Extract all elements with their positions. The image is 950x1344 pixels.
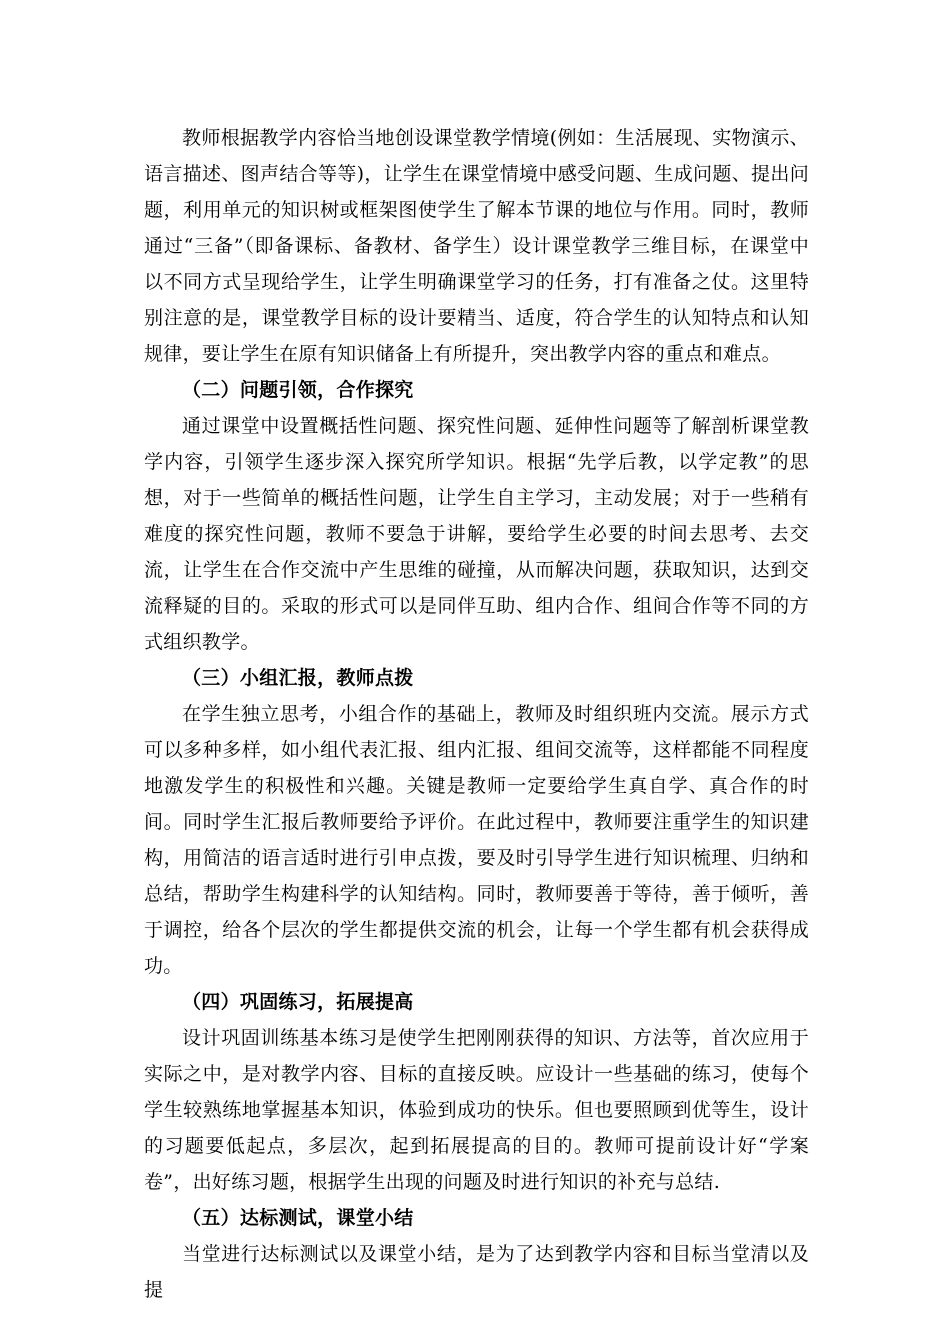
body-paragraph: 设计巩固训练基本练习是使学生把刚刚获得的知识、方法等，首次应用于实际之中，是对教学内容、目标的直接反映。应设计一些基础的练习，使每个学生较熟练地掌握基本知识，体验到成功的快乐。但也要照顾到优等生，设计的习题要低起点，多层次，起到拓展提高的目的。教师可提前设计好“学案卷”，出好练习题，根据学生出现的问题及时进行知识的补充与总结. [144, 1027, 809, 1193]
section-heading: （五）达标测试，课堂小结 [182, 1207, 414, 1229]
body-paragraph: 当堂进行达标测试以及课堂小结，是为了达到教学内容和目标当堂清以及提 [144, 1243, 809, 1301]
section-heading: （四）巩固练习，拓展提高 [182, 991, 414, 1013]
body-paragraph: 教师根据教学内容恰当地创设课堂教学情境(例如：生活展现、实物演示、语言描述、图声结合等等)，让学生在课堂情境中感受问题、生成问题、提出问题，利用单元的知识树或框架图使学生了解本节课的地位与作用。同时，教师通过“三备”（即备课标、备教材、备学生）设计课堂教学三维目标，在课堂中以不同方式呈现给学生，让学生明确课堂学习的任务，打有准备之仗。这里特别注意的是，课堂教学目标的设计要精当、适度，符合学生的认知特点和认知规律，要让学生在原有知识储备上有所提升，突出教学内容的重点和难点。 [144, 127, 809, 365]
section-heading: （二）问题引领，合作探究 [182, 379, 414, 401]
section-heading: （三）小组汇报，教师点拨 [182, 667, 414, 689]
body-paragraph: 通过课堂中设置概括性问题、探究性问题、延伸性问题等了解剖析课堂教学内容，引领学生逐步深入探究所学知识。根据“先学后教，以学定教”的思想，对于一些简单的概括性问题，让学生自主学习，主动发展；对于一些稍有难度的探究性问题，教师不要急于讲解，要给学生必要的时间去思考、去交流，让学生在合作交流中产生思维的碰撞，从而解决问题，获取知识，达到交流释疑的目的。采取的形式可以是同伴互助、组内合作、组间合作等不同的方式组织教学。 [144, 415, 809, 653]
document-page [144, 120, 809, 1308]
body-paragraph: 在学生独立思考，小组合作的基础上，教师及时组织班内交流。展示方式可以多种多样，如小组代表汇报、组内汇报、组间交流等，这样都能不同程度地激发学生的积极性和兴趣。关键是教师一定要给学生真自学、真合作的时间。同时学生汇报后教师要给予评价。在此过程中，教师要注重学生的知识建构，用简洁的语言适时进行引申点拨，要及时引导学生进行知识梳理、归纳和总结，帮助学生构建科学的认知结构。同时，教师要善于等待，善于倾听，善于调控，给各个层次的学生都提供交流的机会，让每一个学生都有机会获得成功。 [144, 703, 809, 977]
